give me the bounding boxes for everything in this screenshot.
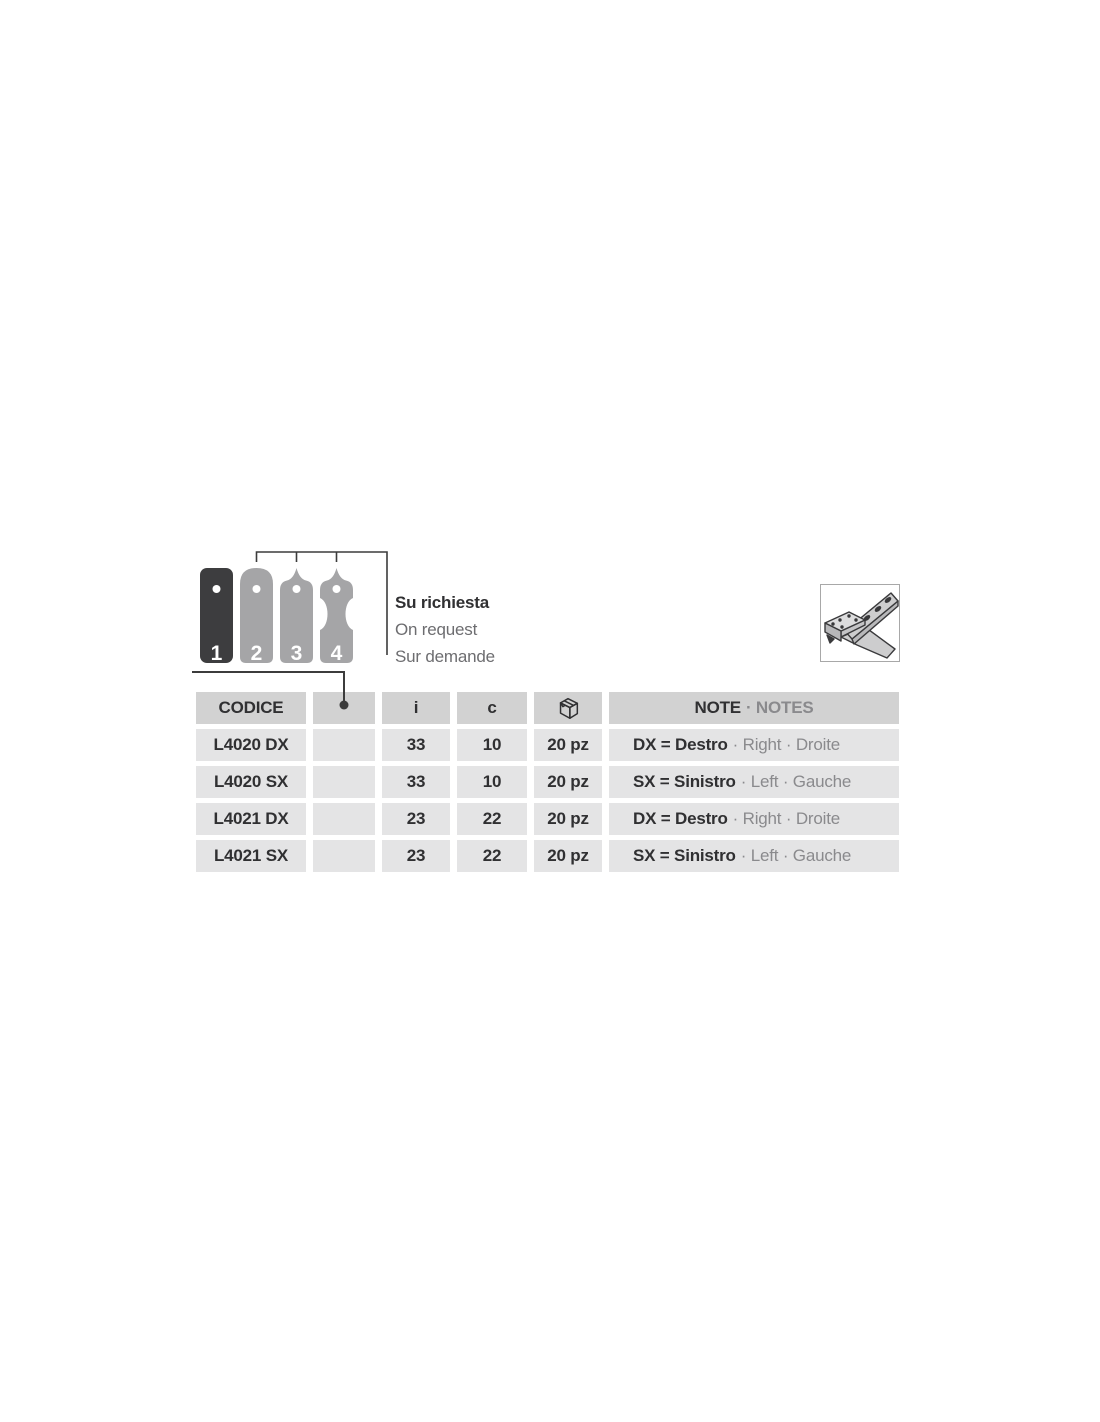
- note-header-secondary: · NOTES: [745, 698, 814, 717]
- column-header-i: i: [382, 692, 450, 724]
- note-primary: DX = Destro: [633, 735, 728, 754]
- note-secondary: · Right · Droite: [732, 735, 840, 754]
- cell-variant: [313, 803, 375, 835]
- note-primary: DX = Destro: [633, 809, 728, 828]
- cell-codice: L4021 DX: [196, 803, 306, 835]
- leader-dot-icon: [340, 701, 349, 710]
- cell-c: 22: [457, 803, 527, 835]
- variant-shape-2: [240, 568, 273, 665]
- variant-number: 2: [250, 642, 263, 665]
- note-primary: SX = Sinistro: [633, 846, 736, 865]
- availability-fr: Sur demande: [395, 647, 495, 666]
- hole-dot-icon: [213, 585, 221, 593]
- note-secondary: · Right · Droite: [732, 809, 840, 828]
- column-header-c: c: [457, 692, 527, 724]
- note-secondary: · Left · Gauche: [740, 846, 852, 865]
- cell-c: 22: [457, 840, 527, 872]
- cell-codice: L4020 DX: [196, 729, 306, 761]
- column-header-note: [609, 692, 899, 724]
- cell-variant: [313, 729, 375, 761]
- cell-c: 10: [457, 766, 527, 798]
- column-header-pack: [534, 692, 602, 724]
- cell-note: [609, 840, 899, 872]
- cell-codice: L4021 SX: [196, 840, 306, 872]
- cell-note: [609, 803, 899, 835]
- variant-number: 1: [210, 642, 223, 665]
- variant-shape-3: [280, 568, 313, 665]
- product-image: [820, 584, 900, 662]
- cell-codice: L4020 SX: [196, 766, 306, 798]
- cell-variant: [313, 840, 375, 872]
- note-header-primary: NOTE: [694, 698, 741, 717]
- hole-dot-icon: [253, 585, 261, 593]
- cell-i: 33: [382, 729, 450, 761]
- variant-number: 3: [290, 642, 303, 665]
- cell-i: 23: [382, 803, 450, 835]
- cell-variant: [313, 766, 375, 798]
- availability-note: [395, 589, 495, 670]
- availability-en: On request: [395, 620, 478, 639]
- cell-c: 10: [457, 729, 527, 761]
- variant-shape-4: [320, 568, 353, 665]
- variant-shape-1: [200, 568, 233, 665]
- package-icon: [554, 695, 582, 721]
- cell-pack: 20 pz: [534, 729, 602, 761]
- variant-number: 4: [330, 642, 343, 665]
- hole-dot-icon: [333, 585, 341, 593]
- standard-variant-leader-line: [192, 672, 344, 701]
- products-table: [196, 692, 899, 872]
- hole-dot-icon: [293, 585, 301, 593]
- cell-pack: 20 pz: [534, 840, 602, 872]
- column-header-codice: CODICE: [196, 692, 306, 724]
- note-secondary: · Left · Gauche: [740, 772, 852, 791]
- cell-note: [609, 766, 899, 798]
- cell-i: 33: [382, 766, 450, 798]
- note-primary: SX = Sinistro: [633, 772, 736, 791]
- cell-pack: 20 pz: [534, 803, 602, 835]
- hinge-strap-drawing: [821, 585, 899, 661]
- cell-note: [609, 729, 899, 761]
- cell-i: 23: [382, 840, 450, 872]
- availability-it: Su richiesta: [395, 593, 489, 612]
- variant-legend: [190, 540, 400, 715]
- cell-pack: 20 pz: [534, 766, 602, 798]
